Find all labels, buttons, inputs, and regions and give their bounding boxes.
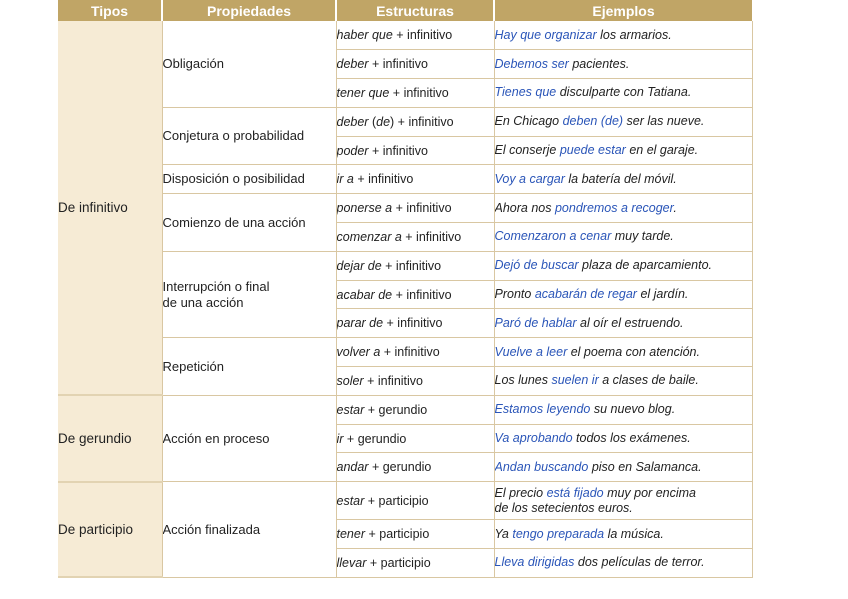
ejemplo-text: El precio [494,485,547,500]
estructura-highlight: estar [336,402,365,417]
ejemplo-text: El conserje [494,143,560,158]
ejemplo-text: el jardín. [636,287,689,302]
tipo-cell: De gerundio [58,395,162,481]
ejemplo-highlight: Tienes que [494,85,557,100]
ejemplo-cell [494,280,752,309]
ejemplo-cell [494,251,752,280]
ejemplo-text: Ya [494,526,513,541]
estructura-text: + infinitivo [383,316,443,331]
ejemplo-highlight: Dejó de buscar [494,258,579,273]
estructura-text: + gerundio [343,431,407,446]
estructura-text: + infinitivo [353,172,414,187]
estructura-cell [336,367,494,396]
ejemplo-cell [494,136,752,165]
ejemplo-text: Ahora nos [494,200,555,215]
estructura-highlight: ponerse a [336,201,393,216]
ejemplo-highlight: suelen ir [551,373,599,388]
estructura-text: + infinitivo [363,373,423,388]
estructura-highlight: andar [336,460,369,475]
ejemplo-cell [494,520,752,549]
ejemplo-text: dos películas de terror. [574,555,705,570]
ejemplo-highlight: Lleva dirigidas [494,555,575,570]
estructura-cell [336,165,494,194]
table-row [58,251,752,280]
ejemplo-highlight: está fijado [546,485,604,500]
ejemplo-cell [494,482,752,520]
ejemplo-cell [494,453,752,482]
ejemplo-highlight: Paró de hablar [494,315,577,330]
estructura-highlight: volver a [336,345,381,360]
estructura-highlight: comenzar a [336,229,402,244]
ejemplo-text: pacientes. [568,56,630,71]
ejemplo-text: Pronto [494,287,535,302]
estructura-highlight: deber [336,114,369,129]
estructura-cell [336,251,494,280]
table-row [58,21,752,50]
tipo-cell: De infinitivo [58,21,162,395]
header-row [58,0,752,21]
ejemplo-cell [494,338,752,367]
estructura-highlight: acabar de [336,287,393,302]
ejemplo-text: piso en Salamanca. [588,459,702,474]
ejemplo-text: muy tarde. [611,229,674,244]
propiedad-cell [162,107,336,165]
ejemplo-cell [494,424,752,453]
ejemplo-text: los armarios. [596,27,672,42]
propiedad-label: Acción en proceso [162,430,270,446]
estructura-highlight: de [376,114,391,129]
ejemplo-highlight: puede estar [559,143,626,158]
estructura-text: + infinitivo [389,85,449,100]
estructura-cell [336,194,494,223]
propiedad-label: Acción finalizada [162,521,261,537]
ejemplo-cell [494,395,752,424]
ejemplo-cell [494,549,752,578]
estructura-cell [336,453,494,482]
estructura-cell [336,223,494,252]
ejemplo-text: en el garaje. [625,143,699,158]
header-estructuras: Estructuras [336,0,494,21]
estructura-highlight: tener que [336,85,390,100]
propiedad-label: Obligación [162,55,224,71]
estructura-highlight: ir [336,431,344,446]
estructura-text: + infinitivo [380,345,440,360]
ejemplo-cell [494,21,752,50]
ejemplo-highlight: Comenzaron a cenar [494,229,612,244]
ejemplo-text: Los lunes [494,373,552,388]
estructura-highlight: dejar de [336,258,382,273]
estructura-cell [336,79,494,108]
tipo-cell: De participio [58,482,162,578]
ejemplo-text: su nuevo blog. [590,402,676,417]
estructura-cell [336,309,494,338]
estructura-highlight: llevar [336,555,367,570]
propiedad-label: Repetición [162,358,224,374]
table-row [58,194,752,223]
estructura-highlight: tener [336,527,365,542]
estructura-cell [336,482,494,520]
propiedad-cell [162,21,336,107]
estructura-text: + infinitivo [368,143,428,158]
propiedad-label: Interrupción o final [162,278,270,294]
estructura-text: + gerundio [368,460,432,475]
ejemplo-highlight: Hay que organizar [494,27,597,42]
estructura-text: + infinitivo [368,57,428,72]
estructura-highlight: soler [336,373,364,388]
table-row [58,107,752,136]
estructura-highlight: parar de [336,316,384,331]
propiedad-label: de una acción [162,294,244,310]
ejemplo-highlight: Estamos leyendo [494,402,591,417]
estructura-highlight: haber que [336,28,393,43]
header-tipos: Tipos [58,0,162,21]
table-row [58,165,752,194]
estructura-text: + participio [366,555,431,570]
ejemplo-text: En Chicago [494,114,563,129]
estructura-cell [336,280,494,309]
estructura-cell [336,424,494,453]
estructura-text: + infinitivo [392,28,453,43]
ejemplo-highlight: acabarán de regar [534,287,637,302]
propiedad-cell [162,482,336,578]
estructura-cell [336,520,494,549]
ejemplo-cell [494,165,752,194]
estructura-text: ) + infinitivo [390,114,454,129]
ejemplo-highlight: Vuelve a leer [494,344,568,359]
ejemplo-text: disculparte con Tatiana. [556,85,692,100]
propiedad-label: Comienzo de una acción [162,214,306,230]
ejemplo-text: la música. [604,526,664,541]
header-ejemplos: Ejemplos [494,0,752,21]
estructura-text: ( [368,114,377,129]
table-row [58,338,752,367]
ejemplo-text: a clases de baile. [598,373,699,388]
estructura-cell [336,136,494,165]
table-body [58,21,752,577]
propiedad-cell [162,194,336,252]
ejemplo-highlight: pondremos a recoger [554,200,674,215]
estructura-highlight: estar [336,493,365,508]
ejemplo-cell [494,194,752,223]
estructura-highlight: poder [336,143,369,158]
ejemplo-text: todos los exámenes. [572,431,691,446]
estructura-cell [336,21,494,50]
estructura-text: + infinitivo [392,287,452,302]
grammar-table [58,0,752,591]
ejemplo-cell [494,367,752,396]
estructura-highlight: deber [336,57,369,72]
ejemplo-highlight: Debemos ser [494,56,569,71]
estructura-text: + participio [364,493,429,508]
table-row [58,395,752,424]
ejemplo-highlight: tengo preparada [512,526,605,541]
propiedad-label: Conjetura o probabilidad [162,128,305,144]
ejemplo-text: muy por encima [603,485,696,500]
ejemplo-cell [494,107,752,136]
ejemplo-text: de los setecientos euros. [494,500,633,515]
ejemplo-cell [494,223,752,252]
estructura-cell [336,338,494,367]
propiedad-cell [162,251,336,337]
ejemplo-cell [494,79,752,108]
ejemplo-text: al oír el estruendo. [576,315,684,330]
ejemplo-highlight: Andan buscando [494,459,589,474]
estructura-cell [336,50,494,79]
header-propiedades: Propiedades [162,0,336,21]
table-row [58,482,752,520]
ejemplo-highlight: Va aprobando [494,431,573,446]
estructura-cell [336,549,494,578]
estructura-highlight: ir a [336,172,354,187]
ejemplo-text: ser las nueve. [623,114,705,129]
ejemplo-cell [494,50,752,79]
estructura-text: + infinitivo [381,258,442,273]
estructura-cell [336,107,494,136]
estructura-text: + participio [365,527,430,542]
propiedad-cell [162,165,336,194]
propiedad-label: Disposición o posibilidad [162,171,305,187]
ejemplo-highlight: deben (de) [562,114,624,129]
ejemplo-text: el poema con atención. [567,344,700,359]
estructura-text: + infinitivo [401,229,462,244]
propiedad-cell [162,395,336,481]
ejemplo-cell [494,309,752,338]
ejemplo-highlight: Voy a cargar [494,171,565,186]
ejemplo-text: . [673,200,677,215]
ejemplo-text: plaza de aparcamiento. [578,258,712,273]
estructura-cell [336,395,494,424]
ejemplo-text: la batería del móvil. [564,171,677,186]
estructura-text: + gerundio [364,402,428,417]
propiedad-cell [162,338,336,396]
estructura-text: + infinitivo [392,201,452,216]
